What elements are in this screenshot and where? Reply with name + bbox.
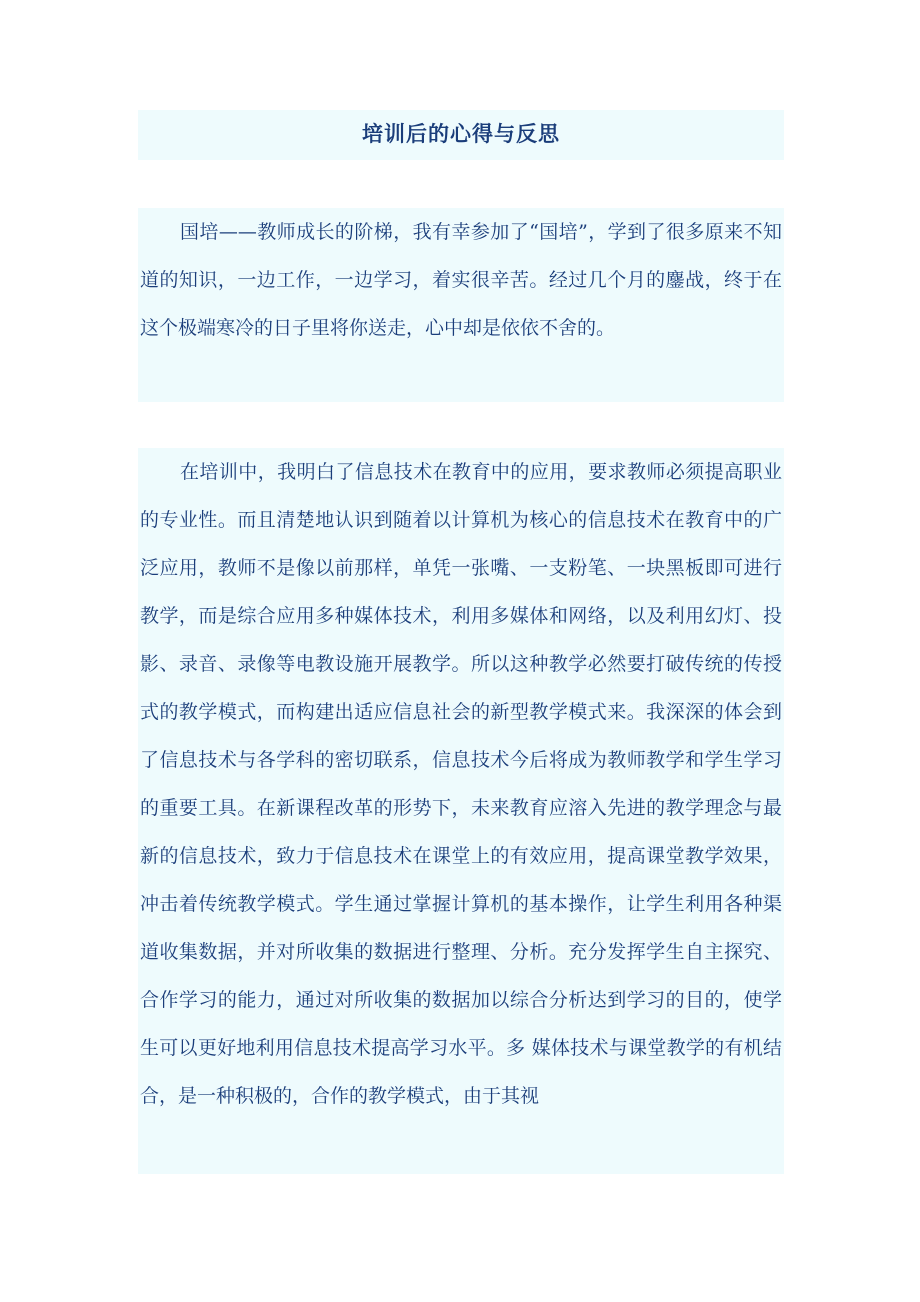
paragraph-2: 在培训中，我明白了信息技术在教育中的应用，要求教师必须提高职业的专业性。而且清楚地认识到随着以计算机为核心的信息技术在教育中的广泛应用，教师不是像以前那样，单凭一张嘴、一支粉笔、一块黑板即可进行教学，而是综合应用多种媒体技术，利用多媒体和网络，以及利用幻灯、投影、录音、录像等电教设施开展教学。所以这种教学必然要打破传统的传授式的教学模式，而构建出适应信息社会的新型教学模式来。我深深的体会到了信息技术与各学科的密切联系，信息技术今后将成为教师教学和学生学习的重要工具。在新课程改革的形势下，未来教育应溶入先进的教学理念与最新的信息技术，致力于信息技术在课堂上的有效应用，提高课堂教学效果，冲击着传统教学模式。学生通过掌握计算机的基本操作，让学生利用各种渠道收集数据，并对所收集的数据进行整理、分析。充分发挥学生自主探究、合作学习的能力，通过对所收集的数据加以综合分析达到学习的目的，使学生可以更好地利用信息技术提高学习水平。多 媒体技术与课堂教学的有机结合，是一种积极的，合作的教学模式，由于其视: [138, 448, 784, 1174]
document-title: 培训后的心得与反思: [362, 121, 560, 146]
title-block: [138, 110, 784, 160]
paragraph-1: 国培——教师成长的阶梯，我有幸参加了“国培”，学到了很多原来不知道的知识，一边工作，一边学习，着实很辛苦。经过几个月的鏖战，终于在这个极端寒冷的日子里将你送走，心中却是依依不舍的。: [138, 208, 784, 402]
